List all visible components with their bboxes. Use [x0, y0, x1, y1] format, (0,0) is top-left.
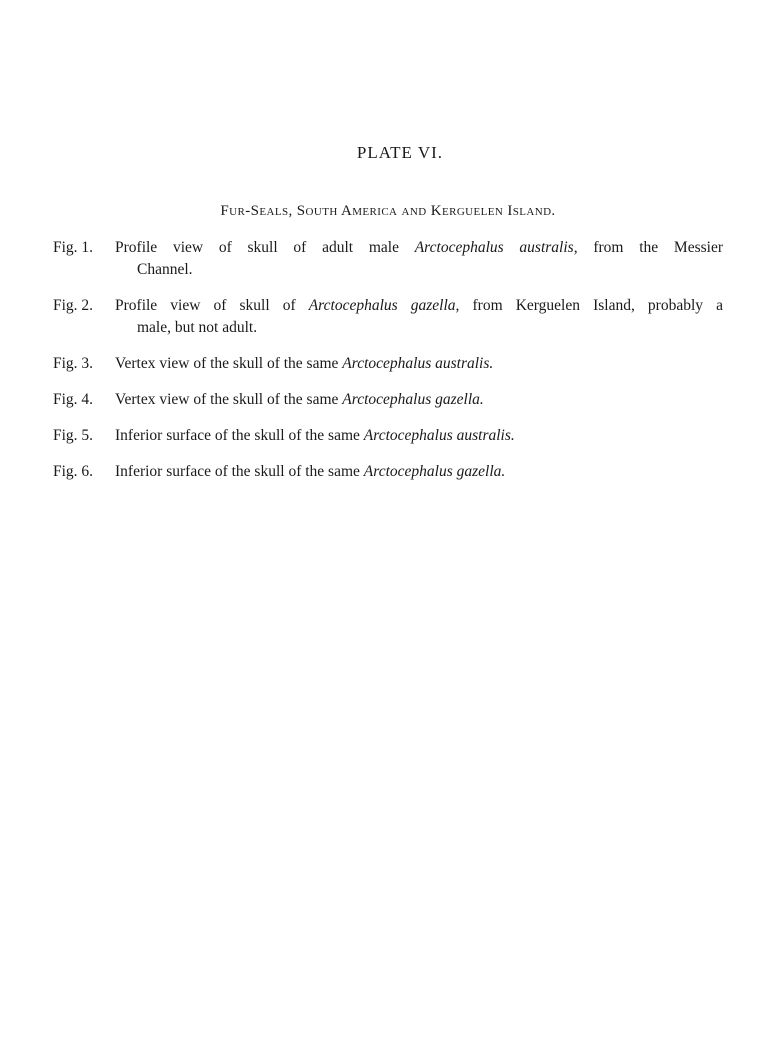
caption-label: Fig. 6.: [53, 463, 94, 480]
caption-line-1: [115, 295, 723, 317]
caption-line-1: [115, 237, 723, 259]
caption-pre: Profile view of skull of: [115, 297, 309, 314]
caption-fig-6: [53, 461, 723, 483]
plate-subtitle: Fur-Seals, South America and Kerguelen Island.: [220, 203, 556, 219]
caption-label: Fig. 4.: [53, 391, 94, 408]
caption-label: Fig. 2.: [53, 297, 94, 314]
species-name: Arctocephalus australis.: [342, 355, 494, 372]
caption-pre: Inferior surface of the skull of the same: [115, 427, 364, 444]
caption-text: [115, 425, 723, 447]
caption-post: from the Messier: [577, 239, 723, 256]
caption-fig-1: [53, 237, 723, 281]
species-name: Arctocephalus gazella.: [363, 463, 506, 480]
caption-text: [115, 461, 723, 483]
caption-pre: Vertex view of the skull of the same: [115, 391, 343, 408]
caption-line-2: male, but not adult.: [137, 319, 258, 336]
caption-label: Fig. 1.: [53, 239, 94, 256]
caption-fig-3: [53, 353, 723, 375]
caption-pre: Inferior surface of the skull of the same: [115, 463, 364, 480]
plate-title: PLATE VI.: [356, 143, 444, 162]
caption-text: [115, 237, 723, 281]
caption-label: Fig. 5.: [53, 427, 94, 444]
caption-text: [115, 295, 723, 339]
species-name: Arctocephalus australis.: [363, 427, 515, 444]
caption-line-2: Channel.: [137, 261, 193, 278]
caption-fig-2: [53, 295, 723, 339]
caption-text: [115, 353, 723, 375]
caption-fig-4: [53, 389, 723, 411]
caption-post: from Kerguelen Island, probably a: [459, 297, 723, 314]
caption-pre: Profile view of skull of adult male: [115, 239, 415, 256]
species-name: Arctocephalus australis,: [414, 239, 578, 256]
caption-text: [115, 389, 723, 411]
species-name: Arctocephalus gazella,: [308, 297, 460, 314]
caption-fig-5: [53, 425, 723, 447]
caption-label: Fig. 3.: [53, 355, 94, 372]
species-name: Arctocephalus gazella.: [342, 391, 484, 408]
caption-pre: Vertex view of the skull of the same: [115, 355, 343, 372]
figure-captions: [53, 237, 723, 497]
